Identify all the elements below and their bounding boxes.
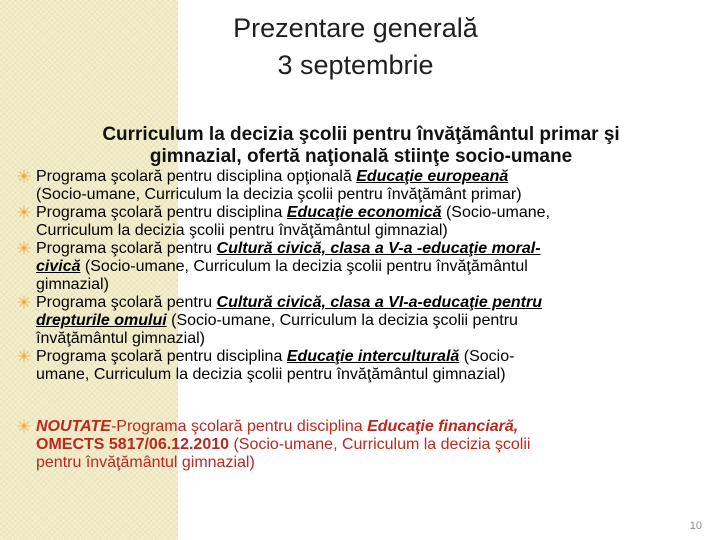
discipline-name: civică bbox=[36, 258, 81, 275]
item-text: Programa şcolară pentru bbox=[36, 294, 217, 311]
sunburst-bullet-icon bbox=[17, 295, 31, 309]
item-line: (Socio-umane, Curriculum la decizia şcolii pentru învăţământ primar) bbox=[36, 186, 522, 203]
item-line bbox=[36, 168, 704, 186]
list-item bbox=[14, 168, 704, 204]
item-text: Programa şcolară pentru disciplina bbox=[36, 348, 287, 365]
item-line bbox=[36, 294, 704, 312]
subtitle-line-2: gimnazial, ofertă naţională stiinţe socio-umane bbox=[149, 146, 573, 167]
item-text: (Socio-umane, Curriculum la decizia şcolii pentru învăţământul bbox=[80, 258, 528, 275]
item-text: (Socio- bbox=[459, 348, 515, 365]
item-line bbox=[36, 258, 704, 276]
discipline-name: Educaţie interculturală bbox=[286, 348, 460, 365]
discipline-name: drepturile omului bbox=[36, 312, 167, 329]
new-label: NOUTATE bbox=[36, 418, 111, 435]
item-line: gimnazial) bbox=[36, 276, 109, 293]
item-text: -Programa şcolară pentru disciplina bbox=[110, 418, 368, 435]
order-number: OMECTS 5817/06.12.2010 bbox=[36, 436, 230, 453]
list-item bbox=[14, 348, 704, 384]
list-item-noutate bbox=[14, 418, 704, 472]
item-line bbox=[36, 436, 704, 454]
item-text: (Socio-umane, Curriculum la decizia şcolii pentru bbox=[166, 312, 518, 329]
discipline-name: Educaţie financiară, bbox=[367, 418, 519, 435]
list-item bbox=[14, 204, 704, 240]
item-line: umane, Curriculum la decizia şcolii pentru învăţământul gimnazial) bbox=[36, 366, 506, 383]
item-line: învăţământul gimnazial) bbox=[36, 330, 205, 347]
discipline-name: Educaţie economică bbox=[286, 204, 442, 221]
sunburst-bullet-icon bbox=[17, 205, 31, 219]
item-line: Curriculum la decizia şcolii pentru învăţământul gimnazial) bbox=[36, 222, 448, 239]
list-item bbox=[14, 240, 704, 294]
discipline-name: Educaţie europeană bbox=[356, 168, 509, 185]
item-line bbox=[36, 204, 704, 222]
item-line bbox=[36, 348, 704, 366]
item-text: (Socio-umane, bbox=[441, 204, 551, 221]
item-line: pentru învăţământul gimnazial) bbox=[36, 454, 255, 471]
sunburst-bullet-icon bbox=[17, 349, 31, 363]
sunburst-bullet-icon bbox=[17, 419, 31, 433]
item-text: (Socio-umane, Curriculum la decizia şcolii bbox=[229, 436, 531, 453]
item-text: Programa şcolară pentru bbox=[36, 240, 217, 257]
item-line bbox=[36, 312, 704, 330]
slide-title bbox=[188, 10, 523, 84]
sunburst-bullet-icon bbox=[17, 241, 31, 255]
page-number: 10 bbox=[689, 520, 702, 532]
item-text: Programa şcolară pentru disciplina opţională bbox=[36, 168, 357, 185]
title-line-2: 3 septembrie bbox=[277, 50, 434, 80]
discipline-name: Cultură civică, clasa a VI-a-educaţie pentru bbox=[216, 294, 542, 311]
slide-subtitle bbox=[16, 124, 706, 168]
bullet-list bbox=[14, 168, 704, 472]
item-line bbox=[36, 418, 704, 436]
sunburst-bullet-icon bbox=[17, 169, 31, 183]
item-text: Programa şcolară pentru disciplina bbox=[36, 204, 287, 221]
list-item bbox=[14, 294, 704, 348]
title-line-1: Prezentare generală bbox=[233, 13, 478, 43]
subtitle-line-1: Curriculum la decizia şcolii pentru învăţământul primar şi bbox=[102, 124, 620, 145]
discipline-name: Cultură civică, clasa a V-a -educaţie moral- bbox=[216, 240, 541, 257]
item-line bbox=[36, 240, 704, 258]
